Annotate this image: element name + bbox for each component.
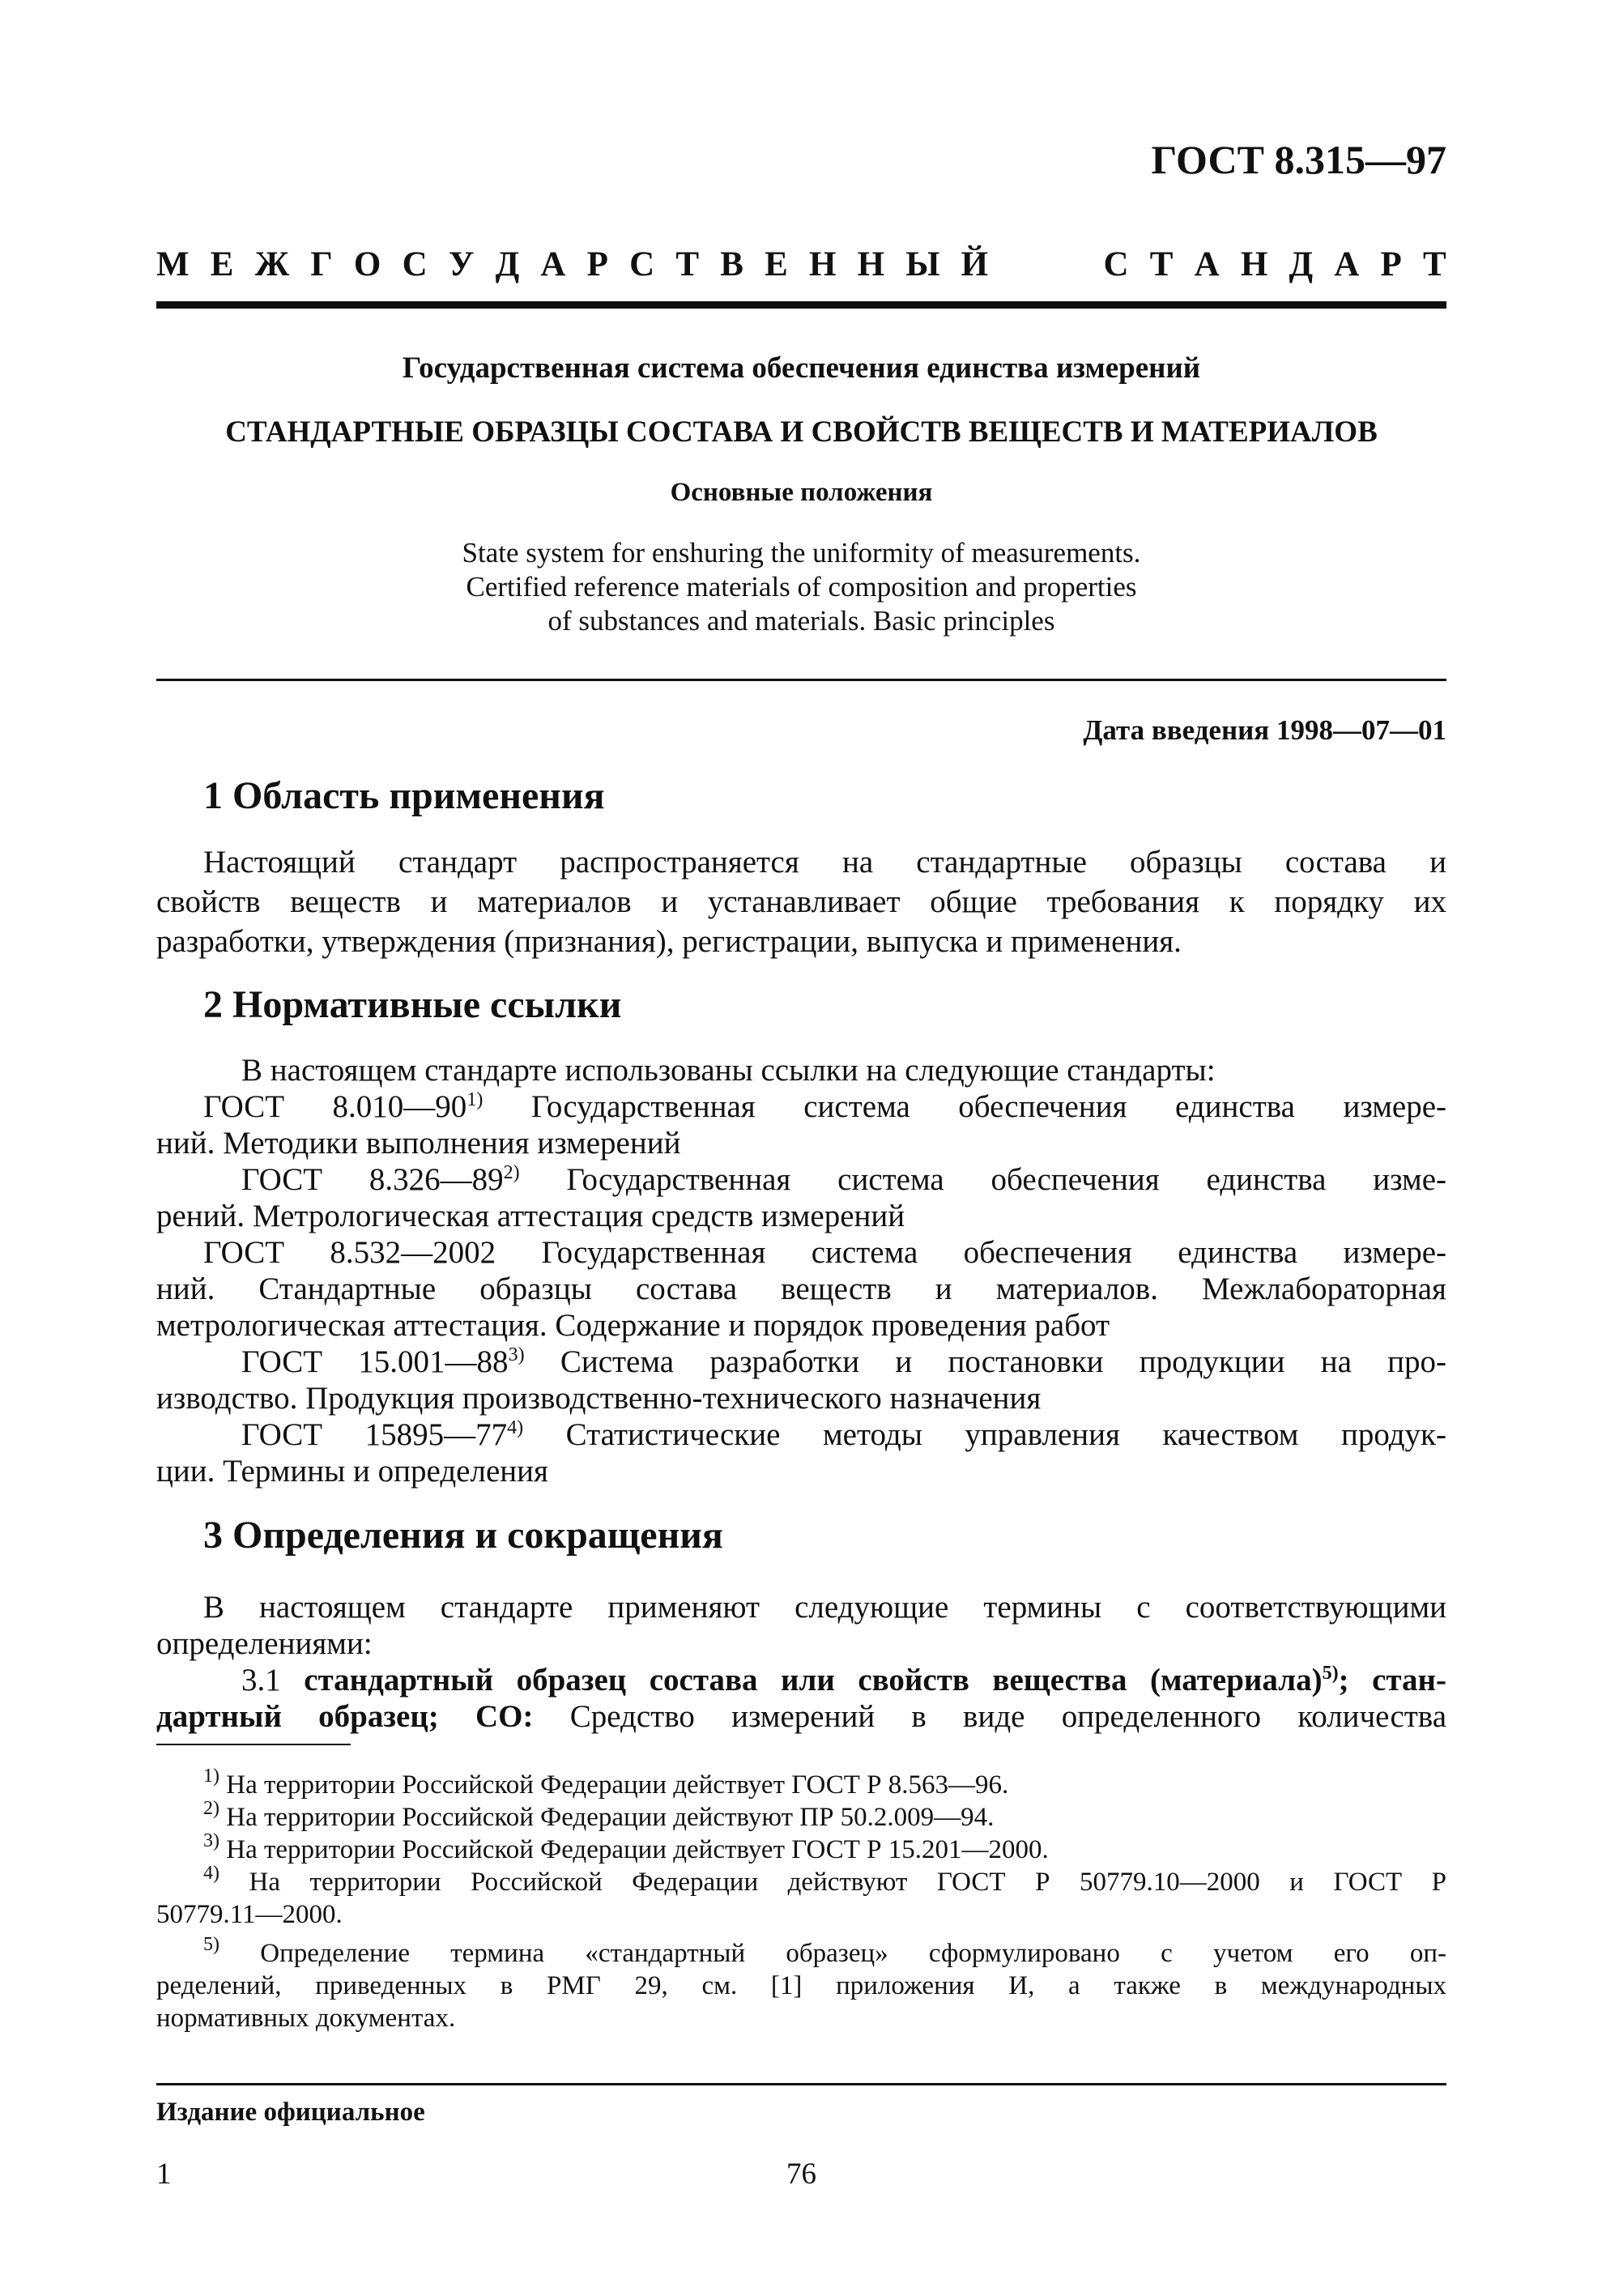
reference-line: ГОСТ 8.532—2002 Государственная система обеспечения единства измере-: [203, 1235, 1446, 1270]
definition-term: ; стан-: [1338, 1663, 1446, 1698]
banner-letter: Ж: [254, 245, 290, 283]
banner-letter: О: [353, 245, 381, 283]
reference-title: Статистические методы управления качеством продук-: [523, 1417, 1446, 1452]
banner-letter: В: [720, 245, 743, 283]
footnote-line: нормативных документах.: [156, 2004, 456, 2033]
banner-gap: [1009, 245, 1082, 293]
footnote-text: Определение термина «стандартный образец» сформулировано с учетом его оп-: [219, 1939, 1446, 1968]
section-1-heading: 1 Область применения: [203, 774, 605, 817]
section-3-heading: 3 Определения и сокращения: [203, 1514, 723, 1557]
footnote-marker: 2): [203, 1798, 219, 1819]
date-introduced: Дата введения 1998—07—01: [1083, 714, 1446, 746]
reference-code: ГОСТ 8.010—90: [203, 1089, 467, 1124]
banner-letter: Й: [961, 245, 989, 283]
banner-letter: А: [540, 245, 566, 283]
interstate-standard-banner: [156, 245, 1446, 293]
definition-text: Средство измерений в виде определенного количества: [533, 1699, 1447, 1734]
gost-code: ГОСТ 8.315—97: [1151, 137, 1446, 182]
footnote-marker: 5): [203, 1934, 219, 1955]
banner-letter: А: [1334, 245, 1360, 283]
banner-letter: Р: [1380, 245, 1402, 283]
banner-letter: У: [448, 245, 475, 283]
system-title: Государственная система обеспечения единства измерений: [402, 351, 1201, 385]
paragraph-line: определениями:: [156, 1626, 373, 1661]
reference-line: [156, 1087, 1446, 1127]
document-page: [156, 0, 1446, 2296]
footnote: [156, 1863, 1446, 1898]
footnote-marker: 4): [507, 1417, 524, 1438]
main-title: СТАНДАРТНЫЕ ОБРАЗЦЫ СОСТАВА И СВОЙСТВ ВЕЩЕСТВ И МАТЕРИАЛОВ: [225, 415, 1378, 449]
footnote-divider: [156, 1744, 351, 1745]
banner-letter: С: [1103, 245, 1129, 283]
paragraph-line: В настоящем стандарте использованы ссылки на следующие стандарты:: [241, 1053, 1216, 1088]
reference-line: рений. Метрологическая аттестация средств измерений: [156, 1199, 905, 1233]
banner-letter: Н: [857, 245, 885, 283]
footnote-marker: 2): [503, 1162, 520, 1183]
footnote-line: 50779.11—2000.: [156, 1900, 343, 1929]
footnote-marker: 1): [203, 1766, 219, 1787]
sheet-number: 1: [156, 2158, 172, 2191]
header-divider-thick: [156, 301, 1446, 309]
footnote: [156, 1830, 1446, 1866]
reference-code: ГОСТ 15895—77: [241, 1417, 508, 1452]
footer-divider: [156, 2083, 1446, 2085]
paragraph-line: В настоящем стандарте применяют следующие термины с соответствующими: [203, 1590, 1446, 1625]
definition-number: 3.1: [241, 1663, 305, 1698]
banner-letter: С: [402, 245, 428, 283]
banner-letter: Д: [1289, 245, 1314, 283]
paragraph-line: разработки, утверждения (признания), регистрации, выпуска и применения.: [156, 924, 1182, 959]
footnote-line: ределений, приведенных в РМГ 29, см. [1] приложения И, а также в международных: [156, 1971, 1446, 2000]
footnote-marker: 4): [203, 1863, 219, 1884]
banner-letter: Н: [1240, 245, 1268, 283]
banner-letter: Т: [675, 245, 699, 283]
reference-line: [156, 1415, 1446, 1455]
reference-code: ГОСТ 8.326—89: [241, 1162, 504, 1197]
banner-letter: Е: [765, 245, 788, 283]
reference-line: ний. Стандартные образцы состава веществ и материалов. Межлабораторная: [156, 1272, 1446, 1306]
reference-title: Государственная система обеспечения единства изме-: [519, 1162, 1446, 1197]
banner-letter: Е: [210, 245, 234, 283]
footnote: [156, 1766, 1446, 1801]
reference-line: ции. Термины и определения: [156, 1454, 548, 1489]
footnote-marker: 3): [203, 1830, 219, 1851]
reference-title: Система разработки и постановки продукции на про-: [524, 1344, 1446, 1379]
english-title-line: Certified reference materials of composition and properties: [466, 571, 1137, 603]
banner-letter: М: [156, 245, 190, 283]
banner-letter: Т: [1422, 245, 1446, 283]
footnote-text: На территории Российской Федерации действует ГОСТ Р 15.201—2000.: [219, 1835, 1049, 1864]
official-edition-label: Издание официальное: [156, 2098, 425, 2127]
reference-line: изводство. Продукция производственно-технического назначения: [156, 1381, 1042, 1416]
banner-letter: Т: [1149, 245, 1174, 283]
reference-line: [156, 1160, 1446, 1200]
english-title-line: State system for enshuring the uniformity of measurements.: [462, 537, 1141, 569]
definition-line: [156, 1660, 1446, 1701]
subtitle: Основные положения: [670, 478, 933, 507]
paragraph-line: Настоящий стандарт распространяется на стандартные образцы состава и: [203, 845, 1446, 880]
footnote-marker: 3): [508, 1344, 525, 1365]
definition-term: дартный образец; СО:: [156, 1699, 534, 1734]
banner-letter: Ы: [905, 245, 940, 283]
reference-line: метрологическая аттестация. Содержание и порядок проведения работ: [156, 1308, 1110, 1343]
definition-term: стандартный образец состава или свойств вещества (материала): [304, 1663, 1323, 1698]
footnote-text: На территории Российской Федерации действуют ПР 50.2.009—94.: [219, 1803, 995, 1832]
page-number: 76: [786, 2158, 816, 2191]
footnote-text: На территории Российской Федерации действует ГОСТ Р 8.563—96.: [219, 1770, 1009, 1800]
paragraph-line: свойств веществ и материалов и устанавливает общие требования к порядку их: [156, 884, 1446, 919]
footnote-marker: 1): [466, 1089, 484, 1110]
banner-letter: А: [1194, 245, 1220, 283]
reference-line: [156, 1342, 1446, 1382]
banner-letter: С: [629, 245, 655, 283]
reference-title: Государственная система обеспечения единства измере-: [483, 1089, 1446, 1124]
banner-letter: Г: [310, 245, 333, 283]
footnote: [156, 1798, 1446, 1834]
reference-code: ГОСТ 15.001—88: [241, 1344, 509, 1379]
reference-line: ний. Методики выполнения измерений: [156, 1126, 681, 1161]
english-title-line: of substances and materials. Basic principles: [547, 605, 1055, 637]
banner-letter: Д: [495, 245, 520, 283]
section-2-heading: 2 Нормативные ссылки: [203, 983, 622, 1026]
footnote-text: На территории Российской Федерации действуют ГОСТ Р 50779.10—2000 и ГОСТ Р: [219, 1868, 1446, 1897]
definition-line: [156, 1697, 1446, 1737]
banner-letter: Н: [808, 245, 837, 283]
footnote: [156, 1934, 1446, 1970]
english-title: [156, 536, 1446, 638]
footnote-marker: 5): [1322, 1663, 1339, 1684]
banner-letter: Р: [586, 245, 608, 283]
title-divider: [156, 679, 1446, 681]
